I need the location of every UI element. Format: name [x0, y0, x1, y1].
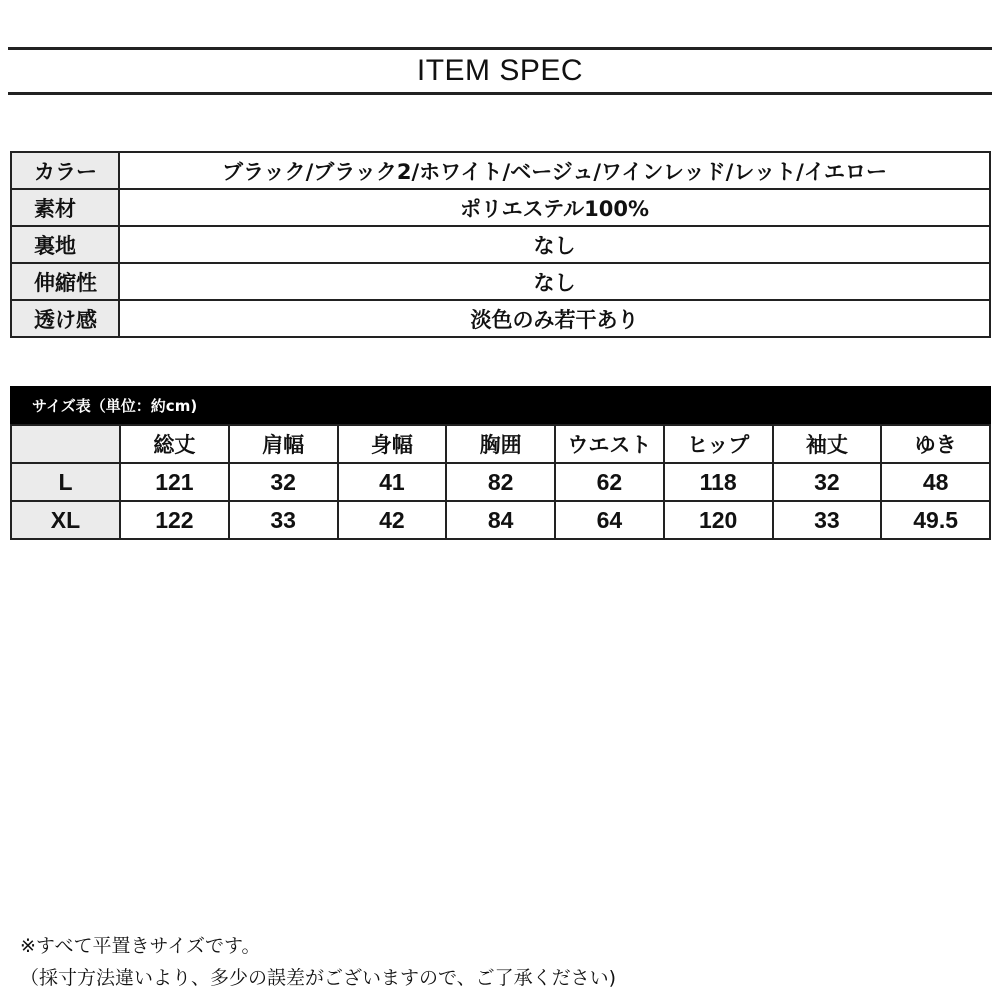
size-cell: 32	[773, 463, 882, 501]
spec-row-material	[11, 189, 990, 226]
size-row-l	[11, 463, 990, 501]
size-column-header: 総丈	[120, 425, 229, 463]
size-column-header: 肩幅	[229, 425, 338, 463]
size-cell: 122	[120, 501, 229, 539]
spec-row-color	[11, 152, 990, 189]
size-column-header: 胸囲	[446, 425, 555, 463]
size-column-header: 身幅	[338, 425, 447, 463]
size-cell: 32	[229, 463, 338, 501]
spec-table	[10, 151, 991, 338]
size-cell: 121	[120, 463, 229, 501]
spec-row-sheerness	[11, 300, 990, 337]
spec-label: カラー	[11, 152, 119, 189]
size-row-label: XL	[11, 501, 120, 539]
spec-value: 淡色のみ若干あり	[119, 300, 990, 337]
spec-value: ブラック/ブラック2/ホワイト/ベージュ/ワインレッド/レット/イエロー	[119, 152, 990, 189]
size-row-xl	[11, 501, 990, 539]
size-table-caption: サイズ表（単位：約cm)	[10, 386, 991, 424]
size-cell: 84	[446, 501, 555, 539]
size-cell: 42	[338, 501, 447, 539]
size-cell: 120	[664, 501, 773, 539]
size-cell: 33	[773, 501, 882, 539]
size-cell: 62	[555, 463, 664, 501]
size-cell: 82	[446, 463, 555, 501]
size-cell: 33	[229, 501, 338, 539]
size-cell: 48	[881, 463, 990, 501]
size-column-header: ゆき	[881, 425, 990, 463]
page-title: ITEM SPEC	[416, 54, 584, 87]
size-row-label: L	[11, 463, 120, 501]
spec-label: 素材	[11, 189, 119, 226]
spec-label: 透け感	[11, 300, 119, 337]
size-table	[10, 424, 991, 540]
size-column-header: 袖丈	[773, 425, 882, 463]
spec-row-lining	[11, 226, 990, 263]
size-column-header: ウエスト	[555, 425, 664, 463]
size-column-header: ヒップ	[664, 425, 773, 463]
note-line-2: （採寸方法違いより、多少の誤差がございますので、ご了承ください)	[20, 967, 617, 989]
spec-value: なし	[119, 226, 990, 263]
spec-label: 伸縮性	[11, 263, 119, 300]
size-header-row	[11, 425, 990, 463]
size-corner-cell	[11, 425, 120, 463]
spec-label: 裏地	[11, 226, 119, 263]
spec-value: なし	[119, 263, 990, 300]
title-band	[8, 47, 992, 95]
size-cell: 41	[338, 463, 447, 501]
size-cell: 64	[555, 501, 664, 539]
note-line-1: ※すべて平置きサイズです。	[20, 935, 261, 957]
notes	[20, 930, 980, 994]
spec-value: ポリエステル100%	[119, 189, 990, 226]
spec-row-stretch	[11, 263, 990, 300]
size-cell: 49.5	[881, 501, 990, 539]
size-cell: 118	[664, 463, 773, 501]
